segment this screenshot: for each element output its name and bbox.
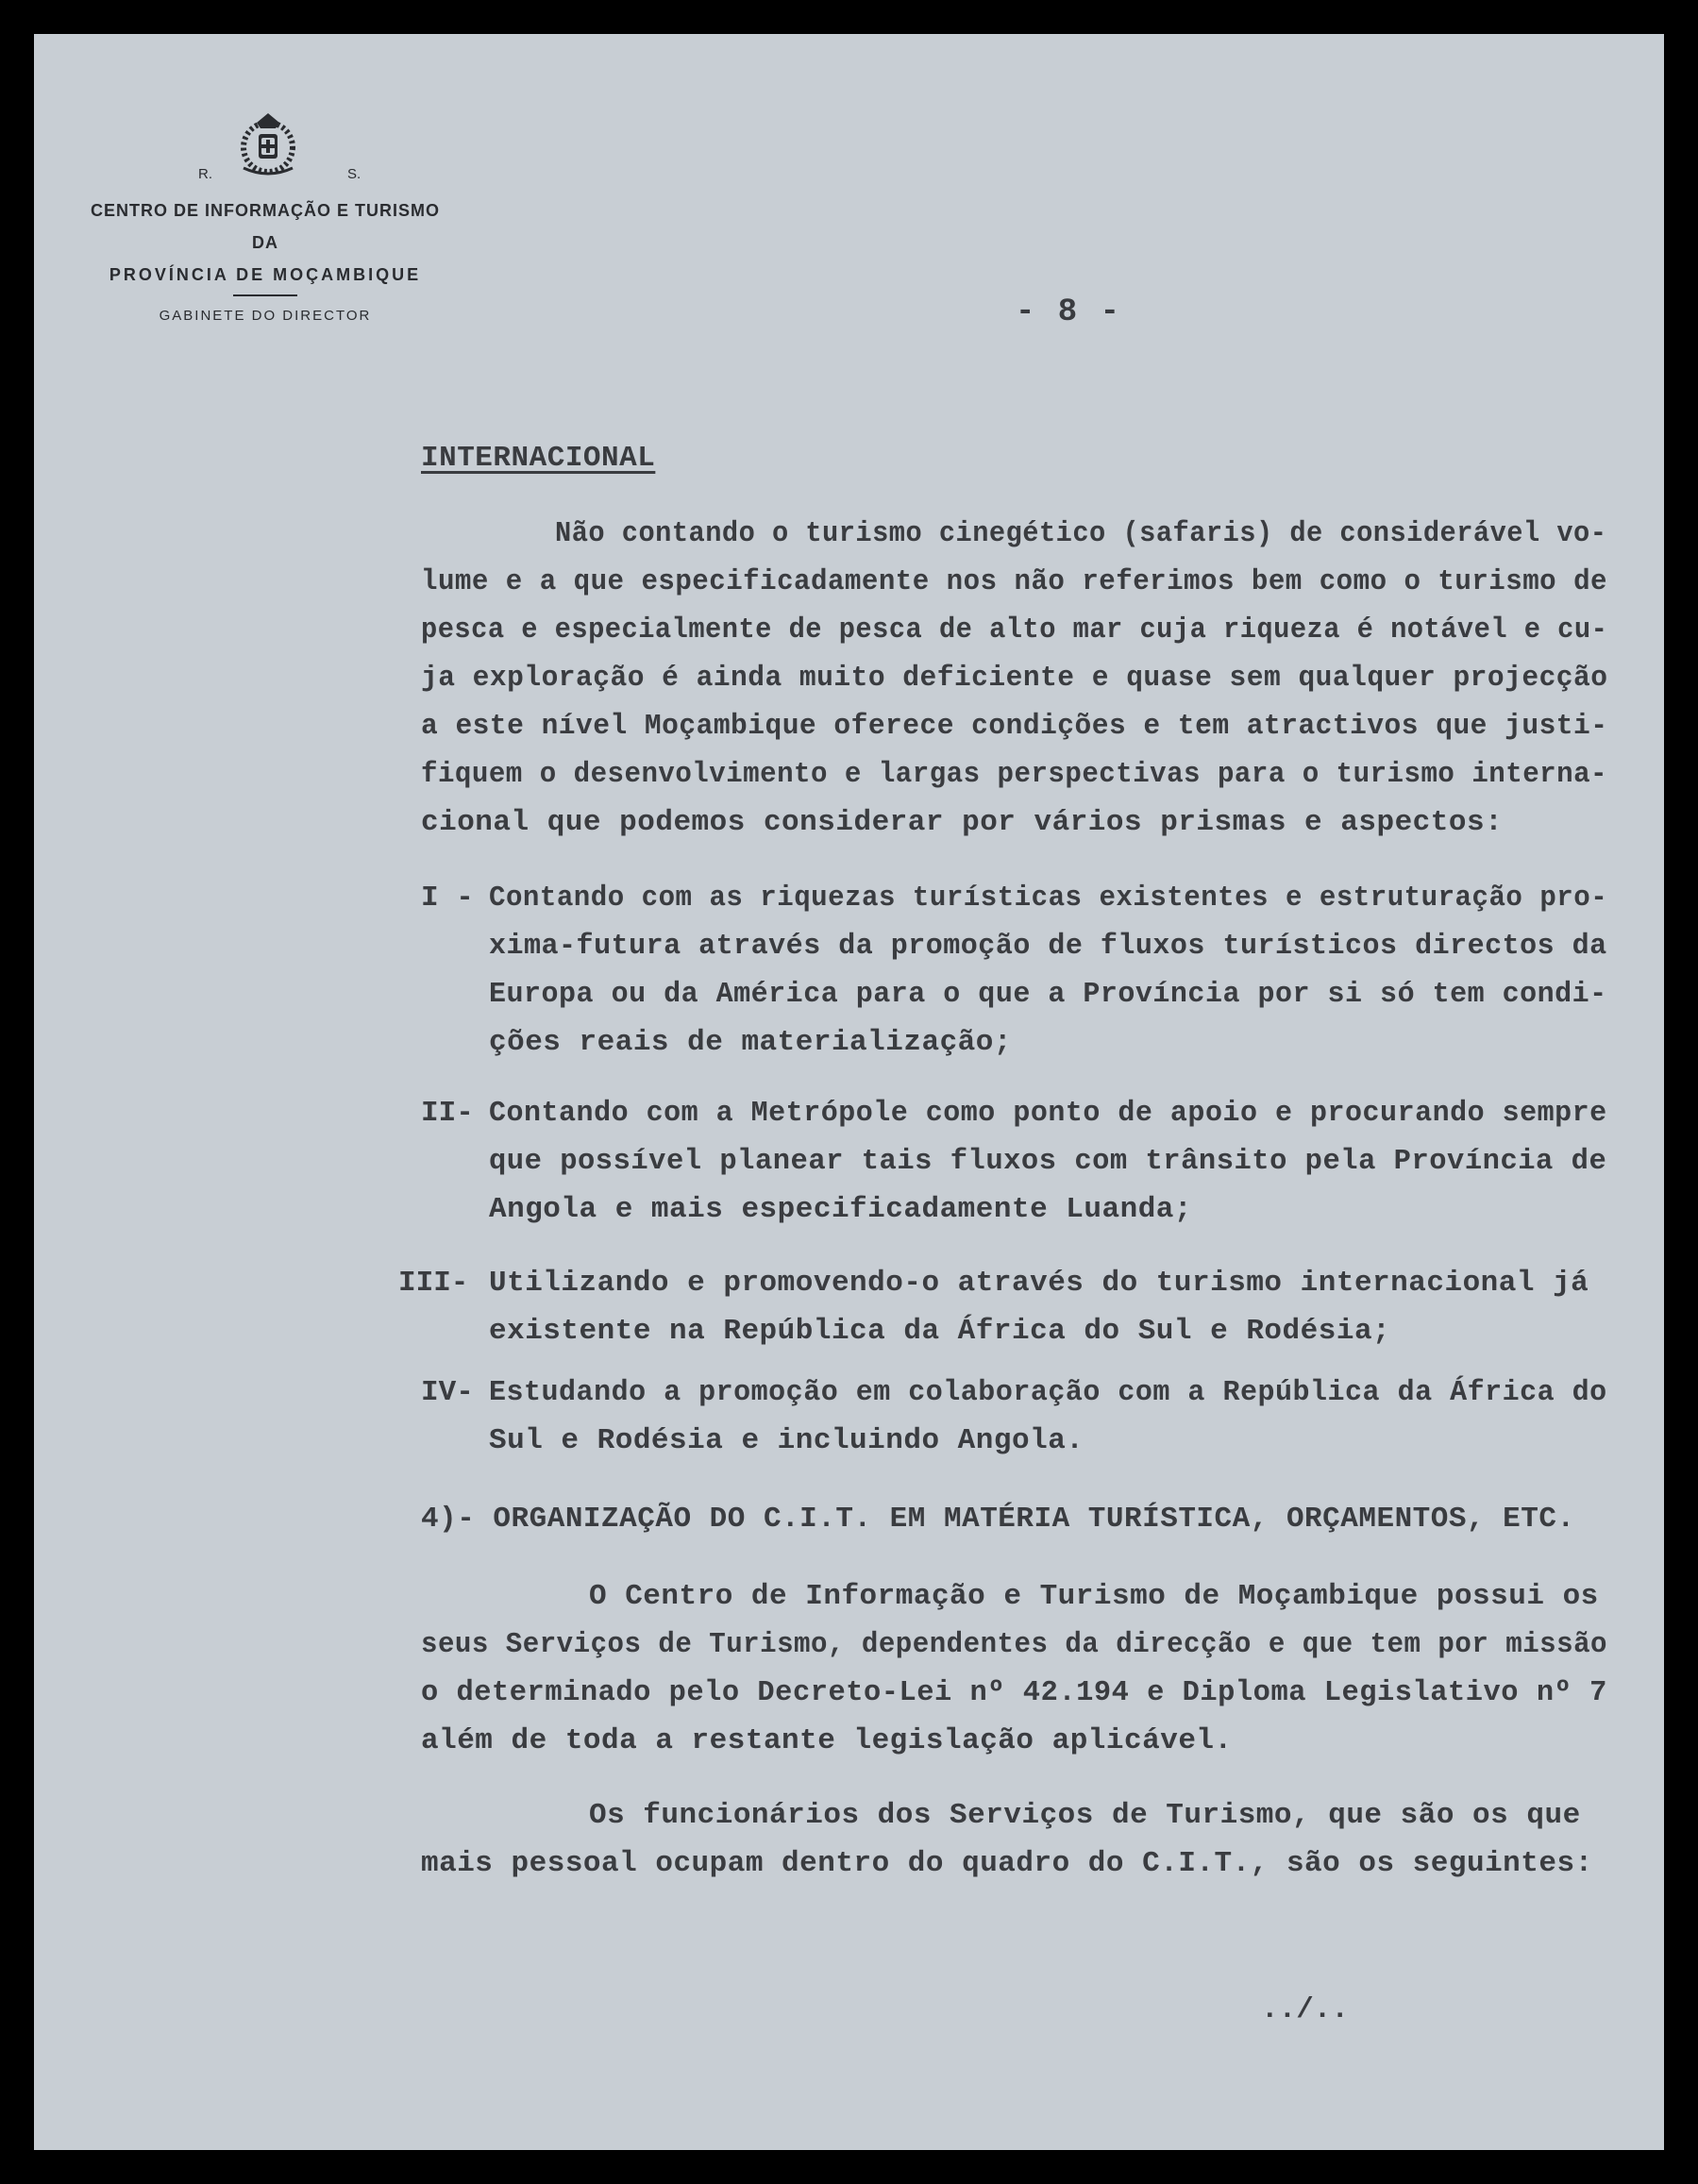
list-item-number: III- (398, 1267, 469, 1300)
list-item-line: existente na República da África do Sul e Rodésia; (489, 1315, 1391, 1348)
list-item-line: Europa ou da América para o que a Província por si só tem condi- (489, 978, 1607, 1011)
document-page (34, 34, 1664, 2150)
paragraph-line: Os funcionários dos Serviços de Turismo, que são os que (589, 1799, 1581, 1832)
org-name-line-2: DA (252, 233, 278, 252)
paragraph-line: mais pessoal ocupam dentro do quadro do C.I.T., são os seguintes: (421, 1847, 1593, 1880)
list-item-number: I - (421, 882, 474, 915)
list-item-line: Angola e mais especificadamente Luanda; (489, 1193, 1193, 1226)
continuation-mark: ../.. (1261, 1993, 1350, 2026)
letterhead-r: R. (198, 166, 212, 182)
org-name-line-1: CENTRO DE INFORMAÇÃO E TURISMO (91, 201, 440, 220)
intro-line: pesca e especialmente de pesca de alto mar cuja riqueza é notável e cu- (421, 613, 1608, 647)
list-item-number: II- (421, 1097, 474, 1130)
page-number: - 8 - (1016, 294, 1122, 330)
intro-line: ja exploração é ainda muito deficiente e quase sem qualquer projecção (421, 662, 1608, 695)
list-item-line: xima-futura através da promoção de fluxos turísticos directos da (489, 930, 1607, 963)
document-body (34, 34, 1664, 2150)
section-4-heading: 4)- ORGANIZAÇÃO DO C.I.T. EM MATÉRIA TURÍSTICA, ORÇAMENTOS, ETC. (421, 1503, 1575, 1536)
intro-line: lume e a que especificadamente nos não referimos bem como o turismo de (421, 565, 1607, 598)
list-item-line: Utilizando e promovendo-o através do turismo internacional já (489, 1267, 1589, 1300)
list-item-line: ções reais de materialização; (489, 1026, 1012, 1059)
list-item-number: IV- (421, 1376, 474, 1409)
paragraph-line: além de toda a restante legislação aplicável. (421, 1724, 1233, 1757)
list-item-line: Contando com as riquezas turísticas existentes e estruturação pro- (489, 882, 1608, 915)
office-name: GABINETE DO DIRECTOR (159, 308, 372, 324)
letterhead-s: S. (347, 166, 361, 182)
org-name-line-3: PROVÍNCIA DE MOÇAMBIQUE (109, 265, 422, 284)
paragraph-line: O Centro de Informação e Turismo de Moçambique possui os (589, 1580, 1599, 1613)
intro-line: cional que podemos considerar por vários prismas e aspectos: (421, 806, 1504, 839)
intro-line: a este nível Moçambique oferece condições e tem atractivos que justi- (421, 710, 1608, 743)
paragraph-line: seus Serviços de Turismo, dependentes da direcção e que tem por missão (421, 1628, 1607, 1661)
list-item-line: Contando com a Metrópole como ponto de apoio e procurando sempre (489, 1097, 1607, 1130)
list-item-line: Sul e Rodésia e incluindo Angola. (489, 1424, 1084, 1457)
section-title: INTERNACIONAL (421, 442, 656, 475)
list-item-line: que possível planear tais fluxos com trânsito pela Província de (489, 1145, 1607, 1178)
intro-line: Não contando o turismo cinegético (safaris) de considerável vo- (555, 517, 1607, 550)
list-item-line: Estudando a promoção em colaboração com a República da África do (489, 1376, 1607, 1409)
intro-line: fiquem o desenvolvimento e largas perspectivas para o turismo interna- (421, 758, 1607, 791)
paragraph-line: o determinado pelo Decreto-Lei nº 42.194 e Diploma Legislativo nº 7 (421, 1676, 1607, 1709)
